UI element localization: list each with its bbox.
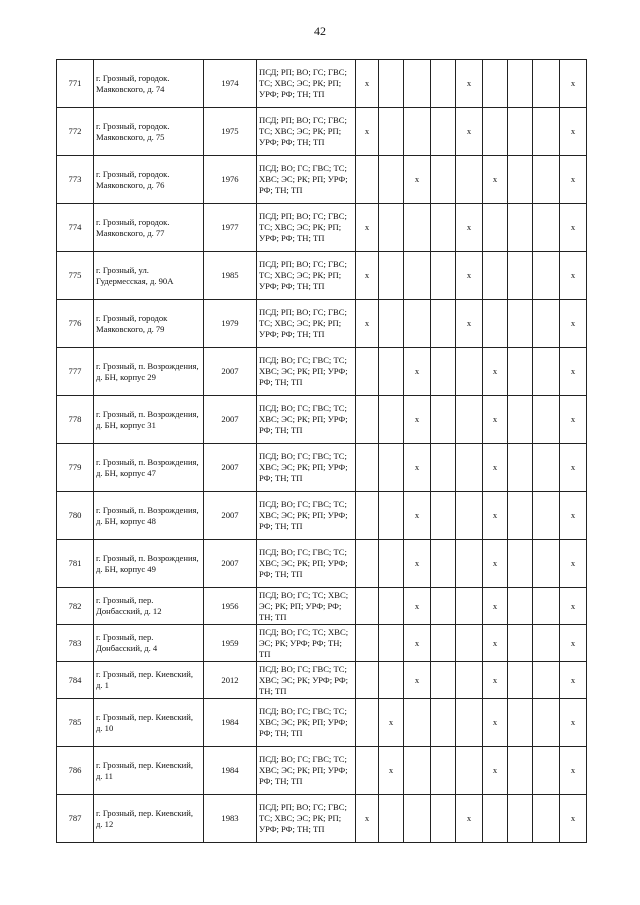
row-year: 2007 (204, 540, 257, 588)
row-mark-cell-2 (379, 156, 404, 204)
row-number: 781 (57, 540, 94, 588)
row-mark-cell-4 (431, 60, 456, 108)
row-services: ПСД; ВО; ГС; ГВС; ТС; ХВС; ЭС; РК; РП; УРФ; РФ; ТН; ТП (257, 444, 356, 492)
row-mark-cell-9: x (560, 699, 587, 747)
row-number: 772 (57, 108, 94, 156)
row-mark-cell-8 (533, 540, 560, 588)
row-mark-cell-2 (379, 300, 404, 348)
row-mark-cell-6: x (483, 699, 508, 747)
row-mark-cell-4 (431, 348, 456, 396)
row-mark-cell-4 (431, 444, 456, 492)
row-mark-cell-2 (379, 588, 404, 625)
row-services: ПСД; ВО; ГС; ТС; ХВС; ЭС; РК; РП; УРФ; РФ; ТН; ТП (257, 588, 356, 625)
row-mark-cell-8 (533, 252, 560, 300)
row-mark-cell-4 (431, 699, 456, 747)
row-mark-cell-4 (431, 795, 456, 843)
row-mark-cell-1 (356, 348, 379, 396)
row-address: г. Грозный, пер. Киевский, д. 1 (94, 662, 204, 699)
row-mark-cell-7 (508, 348, 533, 396)
row-mark-cell-3: x (404, 625, 431, 662)
row-address: г. Грозный, городок. Маяковского, д. 77 (94, 204, 204, 252)
row-mark-cell-5 (456, 625, 483, 662)
row-mark-cell-1 (356, 540, 379, 588)
row-mark-cell-7 (508, 444, 533, 492)
row-mark-cell-7 (508, 396, 533, 444)
row-mark-cell-2 (379, 108, 404, 156)
row-mark-cell-3: x (404, 156, 431, 204)
row-mark-cell-5 (456, 747, 483, 795)
row-mark-cell-7 (508, 108, 533, 156)
row-year: 2007 (204, 444, 257, 492)
row-number: 777 (57, 348, 94, 396)
row-mark-cell-3: x (404, 492, 431, 540)
row-mark-cell-7 (508, 492, 533, 540)
row-services: ПСД; ВО; ГС; ГВС; ТС; ХВС; ЭС; РК; РП; УРФ; РФ; ТН; ТП (257, 540, 356, 588)
row-mark-cell-5: x (456, 60, 483, 108)
row-mark-cell-4 (431, 204, 456, 252)
table-row (57, 662, 587, 699)
table-row (57, 699, 587, 747)
row-mark-cell-1 (356, 396, 379, 444)
row-mark-cell-6: x (483, 444, 508, 492)
row-mark-cell-3: x (404, 348, 431, 396)
table-row (57, 795, 587, 843)
row-mark-cell-3 (404, 252, 431, 300)
row-mark-cell-1: x (356, 204, 379, 252)
row-mark-cell-5: x (456, 795, 483, 843)
table-body (57, 60, 587, 843)
row-mark-cell-6: x (483, 348, 508, 396)
row-address: г. Грозный, городок. Маяковского, д. 76 (94, 156, 204, 204)
row-number: 787 (57, 795, 94, 843)
row-mark-cell-5: x (456, 300, 483, 348)
row-services: ПСД; РП; ВО; ГС; ГВС; ТС; ХВС; ЭС; РК; РП; УРФ; РФ; ТН; ТП (257, 108, 356, 156)
row-mark-cell-2 (379, 348, 404, 396)
row-number: 779 (57, 444, 94, 492)
row-mark-cell-3 (404, 300, 431, 348)
row-mark-cell-8 (533, 396, 560, 444)
row-number: 778 (57, 396, 94, 444)
row-mark-cell-6 (483, 252, 508, 300)
row-mark-cell-8 (533, 444, 560, 492)
row-mark-cell-4 (431, 300, 456, 348)
row-mark-cell-8 (533, 300, 560, 348)
row-mark-cell-8 (533, 492, 560, 540)
row-services: ПСД; РП; ВО; ГС; ГВС; ТС; ХВС; ЭС; РК; РП; УРФ; РФ; ТН; ТП (257, 252, 356, 300)
row-mark-cell-1 (356, 492, 379, 540)
row-year: 1979 (204, 300, 257, 348)
row-mark-cell-2 (379, 444, 404, 492)
row-mark-cell-9: x (560, 396, 587, 444)
row-mark-cell-3: x (404, 396, 431, 444)
row-year: 2007 (204, 396, 257, 444)
row-mark-cell-4 (431, 156, 456, 204)
row-mark-cell-6: x (483, 540, 508, 588)
row-number: 780 (57, 492, 94, 540)
row-mark-cell-7 (508, 156, 533, 204)
row-mark-cell-1: x (356, 300, 379, 348)
row-address: г. Грозный, п. Возрождения, д. БН, корпус 31 (94, 396, 204, 444)
row-number: 784 (57, 662, 94, 699)
row-mark-cell-2 (379, 204, 404, 252)
row-mark-cell-7 (508, 204, 533, 252)
row-mark-cell-3: x (404, 588, 431, 625)
row-services: ПСД; ВО; ГС; ГВС; ТС; ХВС; ЭС; РК; РП; УРФ; РФ; ТН; ТП (257, 156, 356, 204)
row-number: 771 (57, 60, 94, 108)
row-mark-cell-6 (483, 108, 508, 156)
row-mark-cell-4 (431, 625, 456, 662)
row-year: 2012 (204, 662, 257, 699)
row-mark-cell-3 (404, 204, 431, 252)
row-address: г. Грозный, п. Возрождения, д. БН, корпус 48 (94, 492, 204, 540)
row-services: ПСД; ВО; ГС; ГВС; ТС; ХВС; ЭС; РК; РП; УРФ; РФ; ТН; ТП (257, 747, 356, 795)
table-row (57, 444, 587, 492)
row-mark-cell-5 (456, 348, 483, 396)
row-mark-cell-1 (356, 588, 379, 625)
row-year: 1959 (204, 625, 257, 662)
row-mark-cell-6: x (483, 625, 508, 662)
row-address: г. Грозный, пер. Донбасский, д. 4 (94, 625, 204, 662)
row-mark-cell-9: x (560, 156, 587, 204)
row-mark-cell-1: x (356, 252, 379, 300)
table-row (57, 300, 587, 348)
row-mark-cell-3 (404, 699, 431, 747)
row-address: г. Грозный, городок. Маяковского, д. 74 (94, 60, 204, 108)
row-services: ПСД; ВО; ГС; ГВС; ТС; ХВС; ЭС; РК; РП; УРФ; РФ; ТН; ТП (257, 699, 356, 747)
table-row (57, 204, 587, 252)
row-mark-cell-7 (508, 60, 533, 108)
table-row (57, 108, 587, 156)
row-mark-cell-5 (456, 588, 483, 625)
row-services: ПСД; РП; ВО; ГС; ГВС; ТС; ХВС; ЭС; РК; РП; УРФ; РФ; ТН; ТП (257, 204, 356, 252)
row-mark-cell-8 (533, 747, 560, 795)
row-mark-cell-6: x (483, 588, 508, 625)
row-mark-cell-5 (456, 444, 483, 492)
row-mark-cell-9: x (560, 252, 587, 300)
row-mark-cell-5 (456, 662, 483, 699)
row-mark-cell-4 (431, 588, 456, 625)
row-mark-cell-2 (379, 625, 404, 662)
row-mark-cell-6: x (483, 492, 508, 540)
row-mark-cell-1 (356, 699, 379, 747)
row-mark-cell-6: x (483, 156, 508, 204)
row-mark-cell-4 (431, 396, 456, 444)
row-services: ПСД; ВО; ГС; ГВС; ТС; ХВС; ЭС; РК; РП; УРФ; РФ; ТН; ТП (257, 492, 356, 540)
table-row (57, 60, 587, 108)
row-mark-cell-8 (533, 204, 560, 252)
row-mark-cell-9: x (560, 492, 587, 540)
row-services: ПСД; РП; ВО; ГС; ГВС; ТС; ХВС; ЭС; РК; РП; УРФ; РФ; ТН; ТП (257, 60, 356, 108)
row-services: ПСД; ВО; ГС; ГВС; ТС; ХВС; ЭС; РК; РП; УРФ; РФ; ТН; ТП (257, 396, 356, 444)
row-mark-cell-1: x (356, 108, 379, 156)
row-mark-cell-8 (533, 60, 560, 108)
row-mark-cell-6 (483, 204, 508, 252)
row-year: 2007 (204, 348, 257, 396)
row-year: 1983 (204, 795, 257, 843)
page-number: 42 (314, 24, 326, 38)
row-mark-cell-9: x (560, 747, 587, 795)
table-row (57, 625, 587, 662)
row-mark-cell-4 (431, 492, 456, 540)
row-address: г. Грозный, пер. Киевский, д. 10 (94, 699, 204, 747)
row-mark-cell-7 (508, 588, 533, 625)
row-services: ПСД; ВО; ГС; ГВС; ТС; ХВС; ЭС; РК; РП; УРФ; РФ; ТН; ТП (257, 348, 356, 396)
row-year: 1984 (204, 747, 257, 795)
row-mark-cell-9: x (560, 108, 587, 156)
row-mark-cell-6 (483, 300, 508, 348)
row-mark-cell-8 (533, 625, 560, 662)
row-mark-cell-8 (533, 108, 560, 156)
row-mark-cell-1 (356, 156, 379, 204)
row-mark-cell-3: x (404, 444, 431, 492)
row-mark-cell-4 (431, 662, 456, 699)
table-row (57, 348, 587, 396)
row-mark-cell-7 (508, 662, 533, 699)
row-mark-cell-3 (404, 747, 431, 795)
table-row (57, 252, 587, 300)
row-mark-cell-7 (508, 300, 533, 348)
row-address: г. Грозный, п. Возрождения, д. БН, корпус 49 (94, 540, 204, 588)
row-mark-cell-1 (356, 662, 379, 699)
row-address: г. Грозный, городок Маяковского, д. 79 (94, 300, 204, 348)
row-mark-cell-5: x (456, 204, 483, 252)
row-mark-cell-7 (508, 699, 533, 747)
row-mark-cell-7 (508, 252, 533, 300)
row-mark-cell-1: x (356, 60, 379, 108)
row-mark-cell-9: x (560, 625, 587, 662)
row-number: 785 (57, 699, 94, 747)
row-mark-cell-6 (483, 60, 508, 108)
row-mark-cell-9: x (560, 204, 587, 252)
row-year: 1956 (204, 588, 257, 625)
row-services: ПСД; ВО; ГС; ТС; ХВС; ЭС; РК; УРФ; РФ; ТН; ТП (257, 625, 356, 662)
row-mark-cell-3: x (404, 662, 431, 699)
row-year: 1984 (204, 699, 257, 747)
row-mark-cell-4 (431, 747, 456, 795)
row-mark-cell-9: x (560, 588, 587, 625)
row-number: 782 (57, 588, 94, 625)
row-mark-cell-1 (356, 747, 379, 795)
row-mark-cell-8 (533, 699, 560, 747)
row-mark-cell-7 (508, 747, 533, 795)
row-mark-cell-9: x (560, 300, 587, 348)
row-year: 1977 (204, 204, 257, 252)
table-row (57, 156, 587, 204)
row-mark-cell-5: x (456, 252, 483, 300)
row-services: ПСД; РП; ВО; ГС; ГВС; ТС; ХВС; ЭС; РК; РП; УРФ; РФ; ТН; ТП (257, 300, 356, 348)
table-row (57, 540, 587, 588)
row-mark-cell-7 (508, 540, 533, 588)
row-mark-cell-1 (356, 625, 379, 662)
row-mark-cell-8 (533, 662, 560, 699)
row-year: 2007 (204, 492, 257, 540)
row-mark-cell-2 (379, 252, 404, 300)
row-mark-cell-5 (456, 492, 483, 540)
row-address: г. Грозный, ул. Гудермесская, д. 90А (94, 252, 204, 300)
table-row (57, 588, 587, 625)
row-number: 783 (57, 625, 94, 662)
row-number: 776 (57, 300, 94, 348)
row-address: г. Грозный, п. Возрождения, д. БН, корпус 47 (94, 444, 204, 492)
row-mark-cell-2 (379, 795, 404, 843)
row-address: г. Грозный, п. Возрождения, д. БН, корпус 29 (94, 348, 204, 396)
row-services: ПСД; ВО; ГС; ГВС; ТС; ХВС; ЭС; РК; УРФ; РФ; ТН; ТП (257, 662, 356, 699)
row-mark-cell-2: x (379, 747, 404, 795)
row-number: 773 (57, 156, 94, 204)
row-mark-cell-2 (379, 662, 404, 699)
row-mark-cell-7 (508, 625, 533, 662)
row-mark-cell-2 (379, 60, 404, 108)
row-mark-cell-9: x (560, 540, 587, 588)
row-mark-cell-5: x (456, 108, 483, 156)
row-mark-cell-5 (456, 540, 483, 588)
row-mark-cell-6 (483, 795, 508, 843)
row-mark-cell-6: x (483, 747, 508, 795)
row-mark-cell-4 (431, 108, 456, 156)
table-row (57, 492, 587, 540)
row-mark-cell-2 (379, 540, 404, 588)
row-mark-cell-3: x (404, 540, 431, 588)
row-mark-cell-5 (456, 156, 483, 204)
row-mark-cell-4 (431, 540, 456, 588)
row-mark-cell-2: x (379, 699, 404, 747)
row-mark-cell-3 (404, 108, 431, 156)
row-mark-cell-3 (404, 60, 431, 108)
row-mark-cell-9: x (560, 795, 587, 843)
row-mark-cell-9: x (560, 60, 587, 108)
row-number: 774 (57, 204, 94, 252)
row-year: 1985 (204, 252, 257, 300)
row-mark-cell-9: x (560, 444, 587, 492)
row-mark-cell-6: x (483, 396, 508, 444)
row-mark-cell-8 (533, 588, 560, 625)
row-mark-cell-8 (533, 156, 560, 204)
row-year: 1976 (204, 156, 257, 204)
row-address: г. Грозный, пер. Киевский, д. 11 (94, 747, 204, 795)
row-mark-cell-5 (456, 699, 483, 747)
row-address: г. Грозный, пер. Киевский, д. 12 (94, 795, 204, 843)
row-address: г. Грозный, городок. Маяковского, д. 75 (94, 108, 204, 156)
row-mark-cell-7 (508, 795, 533, 843)
row-mark-cell-4 (431, 252, 456, 300)
row-services: ПСД; РП; ВО; ГС; ГВС; ТС; ХВС; ЭС; РК; РП; УРФ; РФ; ТН; ТП (257, 795, 356, 843)
table-row (57, 396, 587, 444)
housing-registry-table (56, 59, 587, 843)
row-year: 1974 (204, 60, 257, 108)
row-mark-cell-1: x (356, 795, 379, 843)
row-mark-cell-2 (379, 492, 404, 540)
table-row (57, 747, 587, 795)
row-address: г. Грозный, пер. Донбасский, д. 12 (94, 588, 204, 625)
row-mark-cell-1 (356, 444, 379, 492)
row-mark-cell-5 (456, 396, 483, 444)
row-mark-cell-8 (533, 795, 560, 843)
row-year: 1975 (204, 108, 257, 156)
row-mark-cell-3 (404, 795, 431, 843)
row-mark-cell-9: x (560, 348, 587, 396)
row-mark-cell-8 (533, 348, 560, 396)
row-number: 775 (57, 252, 94, 300)
row-mark-cell-9: x (560, 662, 587, 699)
row-number: 786 (57, 747, 94, 795)
row-mark-cell-2 (379, 396, 404, 444)
row-mark-cell-6: x (483, 662, 508, 699)
